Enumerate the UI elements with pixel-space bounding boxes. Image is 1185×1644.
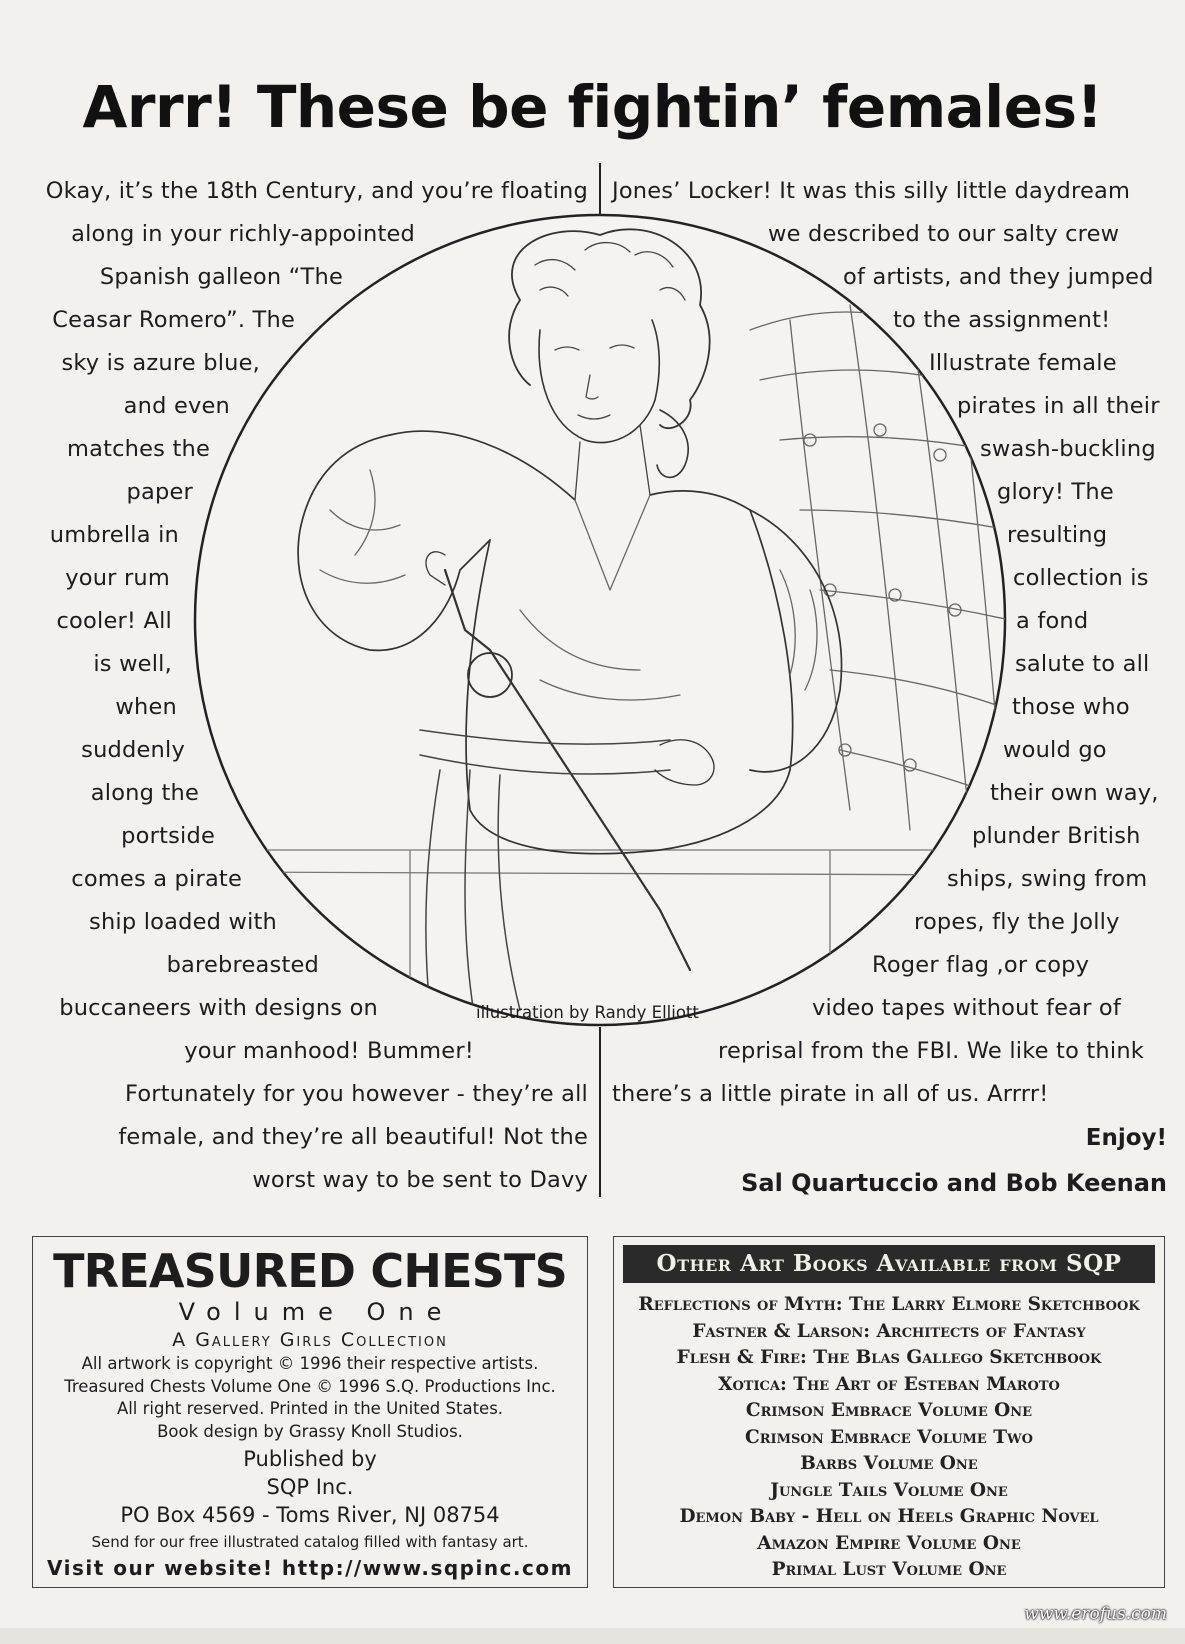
copyright-line: Treasured Chests Volume One © 1996 S.Q. Productions Inc.: [64, 1376, 556, 1396]
left-text-line: Spanish galleon “The: [99, 264, 343, 290]
right-text-line: a fond: [1016, 608, 1089, 634]
left-text-line: sky is azure blue,: [61, 350, 260, 376]
right-text-line: video tapes without fear of: [812, 995, 1121, 1021]
left-text-line: umbrella in: [49, 522, 179, 548]
illustration-caption: illustration by Randy Elliott: [476, 1003, 699, 1022]
signoff-text: Sal Quartuccio and Bob Keenan: [741, 1169, 1167, 1197]
right-text-line: their own way,: [990, 780, 1159, 806]
left-text-line: when: [115, 694, 177, 720]
copyright-line: All artwork is copyright © 1996 their respective artists.: [81, 1354, 539, 1373]
book-list-item: Reflections of Myth: The Larry Elmore Sketchbook: [638, 1294, 1140, 1315]
left-text-line: along the: [90, 780, 199, 806]
page-bottom-edge: [0, 1628, 1185, 1644]
left-text-line: comes a pirate: [71, 866, 242, 892]
right-text-line: collection is: [1013, 565, 1149, 591]
book-list-item: Demon Baby - Hell on Heels Graphic Novel: [679, 1506, 1099, 1527]
left-text-line: barebreasted: [166, 952, 319, 978]
right-text-line: ships, swing from: [947, 866, 1148, 892]
publisher-address: PO Box 4569 - Toms River, NJ 08754: [120, 1503, 500, 1527]
right-text-line: to the assignment!: [893, 307, 1111, 333]
right-text-line: plunder British: [972, 823, 1141, 849]
left-text-line: is well,: [93, 651, 172, 677]
book-list-item: Flesh & Fire: The Blas Gallego Sketchbook: [676, 1347, 1102, 1368]
right-text-line: Roger flag ,or copy: [872, 952, 1090, 978]
book-subtitle: A Gallery Girls Collection: [172, 1329, 448, 1351]
right-text-line: swash-buckling: [980, 436, 1156, 462]
enjoy-text: Enjoy!: [1085, 1125, 1167, 1151]
book-list-item: Amazon Empire Volume One: [757, 1532, 1021, 1554]
right-text-line: resulting: [1007, 522, 1108, 548]
left-text-line: Okay, it’s the 18th Century, and you’re floating: [45, 178, 588, 204]
left-text-line: cooler! All: [56, 608, 172, 634]
left-text-line: your rum: [65, 565, 170, 591]
colophon-box: [32, 1236, 588, 1588]
left-text-line: paper: [126, 479, 193, 505]
right-text-line: Illustrate female: [929, 350, 1117, 376]
right-text-line: ropes, fly the Jolly: [914, 909, 1120, 935]
other-books-title: Other Art Books Available from SQP: [623, 1245, 1155, 1283]
catalog-note: Send for our free illustrated catalog filled with fantasy art.: [91, 1533, 529, 1551]
rights-line: All right reserved. Printed in the United States.: [116, 1399, 504, 1418]
right-text-line: those who: [1012, 694, 1130, 720]
left-text-line: buccaneers with designs on: [59, 995, 378, 1021]
left-text-line: female, and they’re all beautiful! Not the: [118, 1124, 588, 1150]
left-text-line: ship loaded with: [89, 909, 277, 935]
other-books-list: [614, 1292, 1164, 1584]
design-credit: Book design by Grassy Knoll Studios.: [157, 1421, 463, 1441]
book-list-item: Crimson Embrace Volume One: [745, 1400, 1033, 1421]
left-text-line: matches the: [66, 436, 210, 462]
book-title: TREASURED CHESTS: [53, 1244, 567, 1298]
column-divider-top: [599, 163, 601, 217]
right-text-line: we described to our salty crew: [768, 221, 1120, 247]
right-text-line: glory! The: [997, 479, 1114, 505]
watermark: www.erofus.com: [1024, 1604, 1167, 1624]
right-text-line: would go: [1003, 737, 1107, 763]
book-list-item: Xotica: The Art of Esteban Maroto: [718, 1373, 1060, 1395]
book-list-item: Jungle Tails Volume One: [770, 1479, 1008, 1501]
left-text-line: and even: [123, 393, 230, 419]
publisher-name: SQP Inc.: [266, 1475, 354, 1499]
book-list-item: Primal Lust Volume One: [771, 1559, 1007, 1580]
left-text-line: along in your richly-appointed: [71, 221, 415, 247]
website-line: Visit our website! http://www.sqpinc.com: [47, 1556, 573, 1580]
other-books-box: [613, 1236, 1165, 1588]
book-list-item: Barbs Volume One: [800, 1453, 978, 1474]
right-text-line: Jones’ Locker! It was this silly little daydream: [612, 178, 1131, 204]
left-text-line: suddenly: [81, 737, 185, 763]
left-text-line: worst way to be sent to Davy: [252, 1167, 588, 1193]
book-list-item: Crimson Embrace Volume Two: [745, 1426, 1033, 1448]
right-text-line: pirates in all their: [957, 393, 1160, 419]
right-text-line: reprisal from the FBI. We like to think: [718, 1038, 1145, 1064]
left-text-line: your manhood! Bummer!: [184, 1038, 474, 1064]
right-text-line: of artists, and they jumped: [843, 264, 1154, 290]
column-divider-bottom: [599, 1027, 601, 1197]
pirate-woman-illustration: [190, 210, 1010, 1030]
right-text-line: salute to all: [1015, 651, 1150, 677]
right-text-line: there’s a little pirate in all of us. Arrrr!: [612, 1081, 1049, 1107]
left-text-line: Fortunately for you however - they’re all: [125, 1081, 588, 1107]
published-by: Published by: [243, 1447, 377, 1471]
book-volume: Volume One: [178, 1298, 455, 1326]
headline: Arrr! These be fightin’ females!: [82, 73, 1103, 141]
left-text-line: portside: [121, 823, 215, 849]
book-list-item: Fastner & Larson: Architects of Fantasy: [692, 1320, 1086, 1342]
left-text-line: Ceasar Romero”. The: [52, 307, 295, 333]
